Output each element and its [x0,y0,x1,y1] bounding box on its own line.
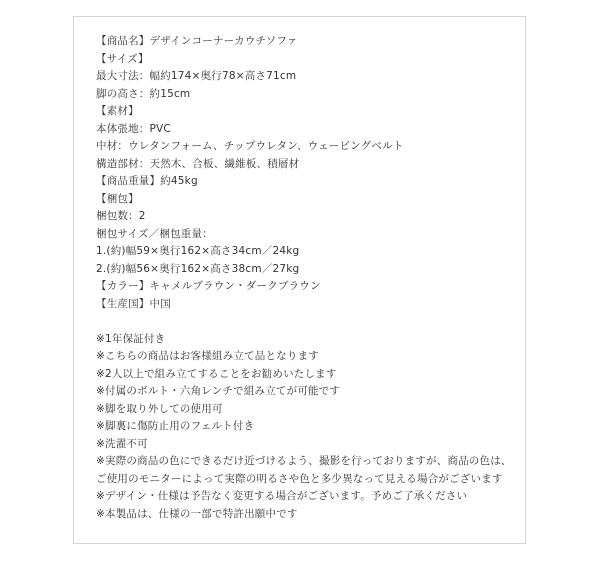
note-patent-pending: ※本製品は、仕様の一部で特許出願中です [96,507,298,520]
spec-package-size-heading: 梱包サイズ／梱包重量： [96,227,213,240]
spec-filling: 中材：ウレタンフォーム、チップウレタン、ウェービングベルト [96,140,404,152]
spec-weight: 【商品重量】約45kg [96,175,198,187]
note-no-washing: ※洗濯不可 [96,437,148,450]
spec-color: 【カラー】キャメルブラウン・ダークブラウン [96,280,321,292]
spec-material-heading: 【素材】 [96,105,139,117]
spec-package-1: 1.(約)幅59×奥行162×高さ34cm／24kg [96,245,300,257]
note-spec-change: ※デザイン・仕様は予告なく変更する場合がございます。予めご了承ください [96,490,468,502]
note-two-people: ※2人以上で組み立てすることをお勧めいたします [96,367,337,380]
spec-product-name: 【商品名】デザインコーナーカウチソファ [96,35,298,47]
spec-package-count: 梱包数：2 [96,210,146,222]
spec-max-dimensions: 最大寸法：幅約174×奥行78×高さ71cm [96,70,297,82]
note-color-disclaimer-1: ※実際の商品の色にできるだけ近づけるよう、撮影を行っておりますが、商品の色は、 [96,455,512,467]
spec-list [96,33,516,523]
spec-package-heading: 【梱包】 [96,192,139,205]
spec-package-2: 2.(約)幅56×奥行162×高さ38cm／27kg [96,262,300,275]
note-legs-removable: ※脚を取り外しての使用可 [96,402,223,415]
note-assembly-required: ※こちらの商品はお客様組み立て品となります [96,350,319,362]
note-tools-included: ※付属のボルト・六角レンチで組み立てが可能です [96,385,341,397]
note-color-disclaimer-2: ご使用のモニターによって実際の明るさや色と多少異なって見える場合がございます [96,472,503,485]
note-warranty: ※1年保証付き [96,332,166,345]
spec-leg-height: 脚の高さ：約15cm [96,87,191,100]
spec-spacer [96,313,516,331]
spec-size-heading: 【サイズ】 [96,52,149,65]
note-felt-pads: ※脚裏に傷防止用のフェルト付き [96,420,255,432]
spec-frame: 構造部材：天然木、合板、繊維板、積層材 [96,157,300,170]
spec-origin: 【生産国】中国 [96,297,171,310]
spec-upholstery: 本体張地：PVC [96,122,171,135]
